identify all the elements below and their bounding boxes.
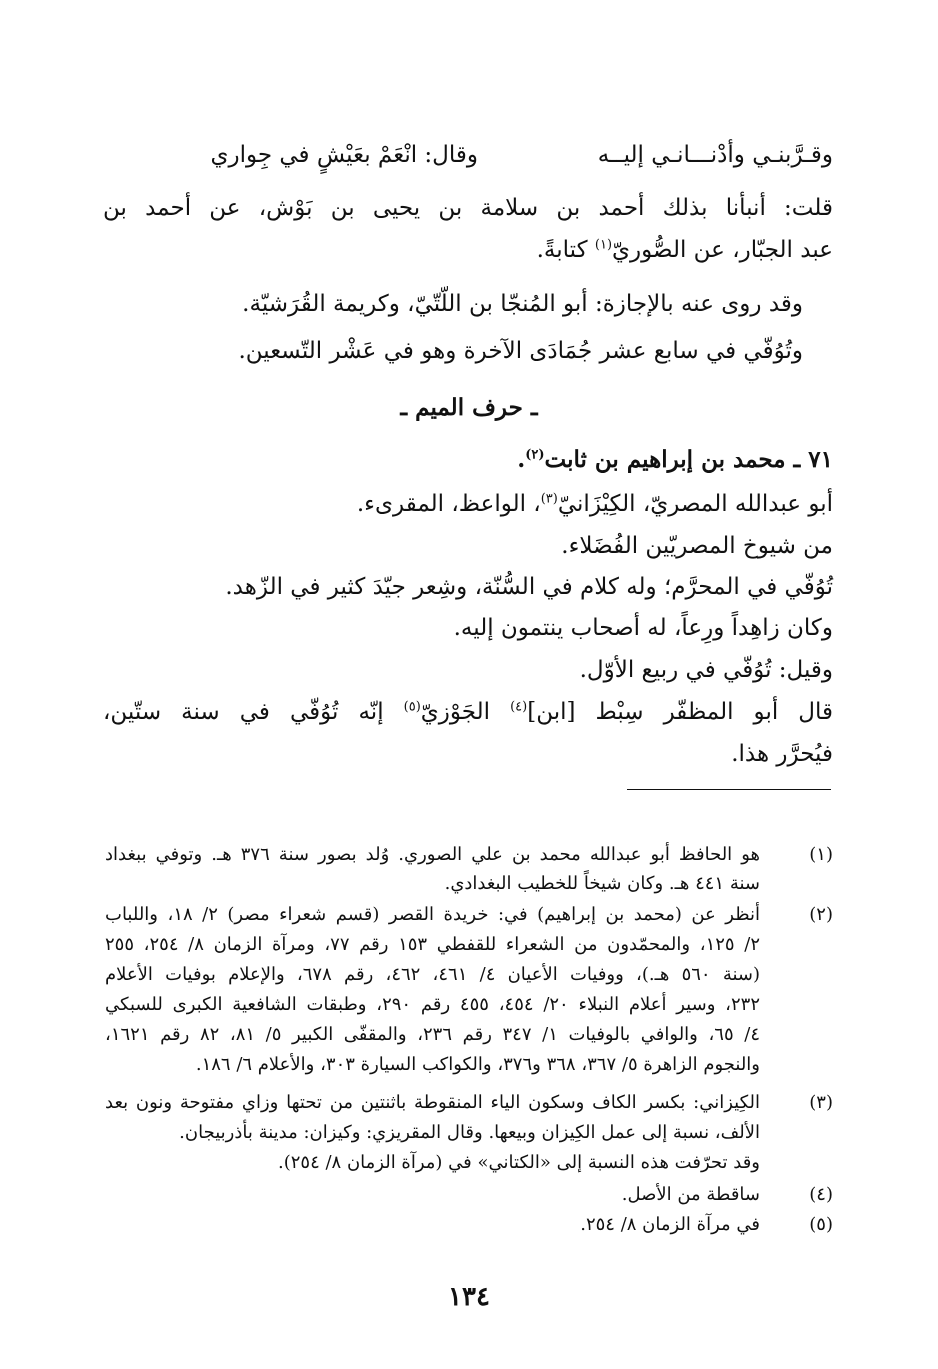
- footnote-line: (سنة ٥٦٠ هـ.)، ووفيات الأعيان ٤/ ٤٦١، ٤٦٢، رقم ٦٧٨، والإعلام بوفيات الأعلام: [105, 964, 761, 985]
- footnote-ref-5[interactable]: (٥): [403, 699, 421, 715]
- footnote-number: (٤): [809, 1184, 833, 1205]
- footnote-line: سنة ٤٤١ هـ. وكان شيخاً للخطيب البغدادي.: [444, 873, 760, 894]
- body-line-6: من شيوخ المصريّين الفُضَلاء.: [561, 533, 833, 559]
- entry-title: ٧١ ـ محمد بن إبراهيم بن ثابت$^{(٢)}$.: [517, 446, 833, 473]
- poem-hemistich-left: وقال: انْعَمْ بعَيْشٍ في جِواري: [210, 142, 478, 168]
- body-line-5: أبو عبدالله المصريّ، الكِيْزَانيّ$^{(٣)}$، الواعظ، المقرىء.: [356, 491, 833, 517]
- footnote-number: (٥): [809, 1214, 833, 1235]
- footnote-line: في مرآة الزمان ٨/ ٢٥٤.: [580, 1214, 760, 1235]
- body-line-10: قال أبو المظفّر سِبْط [ابن]$^{(٤)}$ الجَوْزيّ$^{(٥)}$ إنّه تُوُفّي في سنة ستّين،: [103, 699, 834, 725]
- page-number: ١٣٤: [448, 1282, 490, 1312]
- footnote-line: ٤/ ٦٥، والوافي بالوفيات ١/ ٣٤٧ رقم ٢٣٦، والمقفّى الكبير ٥/ ٨١، ٨٢ رقم ١٦٢١،: [105, 1024, 760, 1045]
- footnote-line: وقد تحرّفت هذه النسبة إلى «الكتاني» في (مرآة الزمان ٨/ ٢٥٤).: [277, 1152, 760, 1173]
- body-line-2: عبد الجبّار، عن الصُّوريّ$^{(١)}$ كتابةً.: [536, 237, 833, 263]
- footnote-ref-3[interactable]: (٣): [540, 491, 558, 507]
- footnote-number: (٢): [809, 904, 833, 925]
- body-line-9: وقيل: تُوُفّي في ربيع الأوّل.: [579, 657, 833, 683]
- body-line-8: وكان زاهِداً ورِعاً، له أصحاب ينتمون إليه.: [453, 615, 833, 641]
- footnote-ref-2[interactable]: (٢): [525, 447, 545, 463]
- footnote-ref-4[interactable]: (٤): [510, 699, 528, 715]
- footnote-line: ٢٣٢، وسير أعلام النبلاء ٢٠/ ٤٥٤، ٤٥٥ رقم ٢٩٠، وطبقات الشافعية الكبرى للسبكي: [105, 994, 760, 1015]
- footnote-ref-1[interactable]: (١): [594, 237, 613, 253]
- footnote-number: (٣): [809, 1092, 833, 1113]
- footnote-line: هو الحافظ أبو عبدالله محمد بن علي الصوري. وُلد بصور سنة ٣٧٦ هـ. وتوفي ببغداد: [105, 844, 760, 865]
- footnote-line: الكِيزاني: بكسر الكاف وسكون الياء المنقوطة باثنتين من تحتها وزاي مفتوحة ونون بعد: [105, 1092, 760, 1113]
- footnote-line: أنظر عن (محمد بن إبراهيم) في: خريدة القصر (قسم شعراء مصر) ٢/ ١٨، واللباب: [105, 904, 760, 925]
- footnote-line: والنجوم الزاهرة ٥/ ٣٦٧، ٣٦٨ و٣٧٦، والكواكب السيارة ٣٠٣، والأعلام ٦/ ١٨٦.: [195, 1054, 760, 1075]
- poem-hemistich-right: وقـرَّبنـي وأدْنـــانـي إليــه: [597, 142, 833, 168]
- section-heading: ـ حرف الميم ـ: [400, 394, 538, 421]
- footnote-number: (١): [809, 844, 833, 865]
- footnote-separator: [627, 789, 831, 790]
- footnote-line: ساقطة من الأصل.: [621, 1184, 760, 1205]
- body-line-3: وقد روى عنه بالإجازة: أبو المُنجّا بن اللّتّيّ، وكريمة القُرَشيّة.: [242, 291, 803, 317]
- body-line-7: تُوُفّي في المحرَّم؛ وله كلام في السُّنّة، وشِعر جيّدَ كثير في الزّهد.: [225, 574, 833, 600]
- footnote-line: ٢/ ١٢٥، والمحمّدون من الشعراء للقفطي ١٥٣ رقم ٧٧، ومرآة الزمان ٨/ ٢٥٤، ٢٥٥: [105, 934, 760, 955]
- body-line-1: قلت: أنبأنا بذلك أحمد بن سلامة بن يحيى بن بَوْش، عن أحمد بن: [103, 195, 833, 221]
- footnote-line: الألف، نسبة إلى عمل الكِيزان وبيعها. وقال المقريزي: وكيزان: مدينة بأذربيجان.: [179, 1122, 760, 1143]
- body-line-11: فيُحرَّر هذا.: [731, 741, 833, 767]
- body-line-4: وتُوُفّي في سابع عشر جُمَادَى الآخرة وهو في عَشْر التّسعين.: [238, 338, 803, 364]
